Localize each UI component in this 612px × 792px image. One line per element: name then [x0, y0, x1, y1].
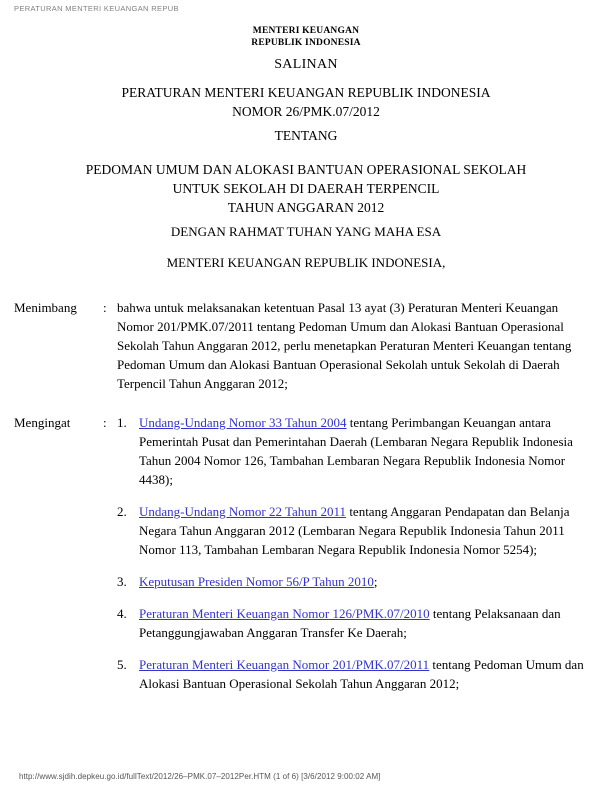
- list-item-text: tentang Pelaksanaan dan Petanggungjawaban Anggaran Transfer Ke Daerah;: [139, 605, 561, 640]
- browser-print-header-title: PERATURAN MENTERI KEUANGAN REPUB: [14, 4, 179, 13]
- list-item-number: 2.: [117, 503, 127, 519]
- tentang-heading: TENTANG: [274, 128, 338, 143]
- salinan-stamp: SALINAN: [274, 57, 338, 72]
- list-item-number: 1.: [117, 415, 127, 430]
- footer-url: http://www.sjdih.depkeu.go.id/fullText/2012/26–PMK.07–2012Per.HTM (1 of 6) [3/6/2012 9:00:02 AM]: [19, 772, 381, 781]
- mengingat-list-item: [117, 503, 584, 560]
- subject-line-1: PEDOMAN UMUM DAN ALOKASI BANTUAN OPERASIONAL SEKOLAH: [85, 162, 527, 177]
- mengingat-list: [117, 414, 584, 694]
- masthead-line-1: MENTERI KEUANGAN: [252, 26, 360, 36]
- mengingat-colon: :: [103, 415, 107, 430]
- list-item-text: tentang Anggaran Pendapatan dan Belanja Negara Tahun Anggaran 2012 (Lembaran Negara Republik Indonesia Tahun 2011 Nomor 113, Tambahan Lembaran Negara Republik Indonesia Nomor 5254);: [139, 503, 570, 557]
- document-title: [0, 83, 612, 121]
- mengingat-body: [117, 414, 584, 694]
- subject-line-3: TAHUN ANGGARAN 2012: [227, 200, 385, 216]
- mengingat-list-item: [117, 573, 584, 592]
- authority-line: MENTERI KEUANGAN REPUBLIK INDONESIA,: [166, 255, 446, 270]
- mengingat-list-item: [117, 656, 584, 694]
- menimbang-label: Menimbang: [14, 300, 77, 315]
- mengingat-list-item: [117, 605, 584, 643]
- subject-line-2: UNTUK SEKOLAH DI DAERAH TERPENCIL: [172, 181, 440, 197]
- regulation-link[interactable]: Peraturan Menteri Keuangan Nomor 201/PMK.07/2011: [139, 656, 430, 672]
- menimbang-colon: :: [103, 300, 107, 315]
- blessing-line: DENGAN RAHMAT TUHAN YANG MAHA ESA: [170, 224, 442, 239]
- document-number: NOMOR 26/PMK.07/2012: [232, 104, 380, 120]
- mengingat-list-item: [117, 414, 584, 490]
- document-title-line-1: PERATURAN MENTERI KEUANGAN REPUBLIK INDONESIA: [121, 85, 491, 100]
- masthead: [0, 26, 612, 49]
- list-item-number: 5.: [117, 656, 127, 672]
- list-item-text: tentang Pedoman Umum dan Alokasi Bantuan Operasional Sekolah Tahun Anggaran 2012;: [139, 656, 584, 691]
- list-item-text: ;: [373, 573, 378, 589]
- mengingat-label: Mengingat: [14, 415, 71, 430]
- regulation-link[interactable]: Peraturan Menteri Keuangan Nomor 126/PMK.07/2010: [139, 605, 430, 621]
- regulation-link[interactable]: Undang-Undang Nomor 22 Tahun 2011: [139, 503, 347, 519]
- regulation-link[interactable]: Undang-Undang Nomor 33 Tahun 2004: [139, 415, 347, 430]
- regulation-link[interactable]: Keputusan Presiden Nomor 56/P Tahun 2010: [139, 573, 374, 589]
- list-item-number: 3.: [117, 573, 127, 589]
- list-item-text: tentang Perimbangan Keuangan antara Pemerintah Pusat dan Pemerintahan Daerah (Lembaran Negara Republik Indonesia Tahun 2004 Nomor 126, Tambahan Lembaran Negara Republik Indonesia Nomor 4438);: [139, 415, 573, 487]
- masthead-line-2: REPUBLIK INDONESIA: [251, 37, 361, 48]
- menimbang-text: bahwa untuk melaksanakan ketentuan Pasal 13 ayat (3) Peraturan Menteri Keuangan Nomor 201/PMK.07/2011 tentang Pedoman Umum dan Alokasi Bantuan Operasional Sekolah Tahun Anggaran 2012, perlu menetapkan Peraturan Menteri Keuangan tentang Pedoman Umum dan Alokasi Bantuan Operasional Sekolah untuk Sekolah di Daerah Terpencil Tahun Anggaran 2012;: [117, 300, 572, 391]
- menimbang-clause: [14, 299, 584, 394]
- list-item-number: 4.: [117, 605, 127, 621]
- mengingat-clause: [14, 414, 584, 694]
- document-subject: [0, 160, 612, 217]
